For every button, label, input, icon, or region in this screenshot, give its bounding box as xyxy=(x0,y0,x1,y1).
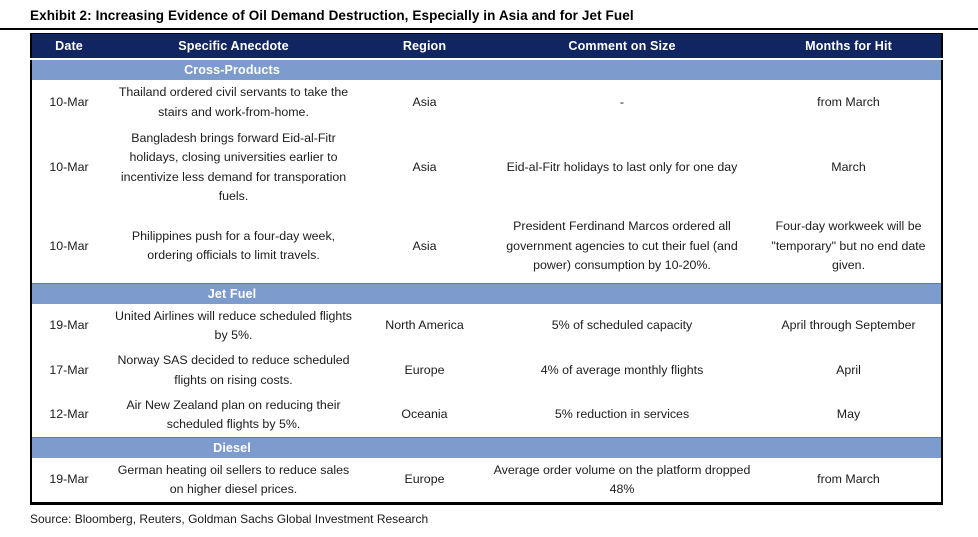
cell-months: from March xyxy=(756,80,942,125)
cell-anecdote: Thailand ordered civil servants to take the stairs and work-from-home. xyxy=(106,80,361,125)
cell-date: 12-Mar xyxy=(31,393,106,438)
cell-region: Asia xyxy=(361,210,488,283)
cell-region: Oceania xyxy=(361,393,488,438)
table-row xyxy=(31,125,942,210)
cell-months: March xyxy=(756,125,942,210)
cell-comment: 5% reduction in services xyxy=(488,393,756,438)
section-label: Cross-Products xyxy=(184,63,280,77)
cell-date: 10-Mar xyxy=(31,80,106,125)
cell-months: Four-day workweek will be "temporary" but no end date given. xyxy=(756,210,942,283)
cell-date: 19-Mar xyxy=(31,304,106,349)
cell-anecdote: Air New Zealand plan on reducing their scheduled flights by 5%. xyxy=(106,393,361,438)
cell-anecdote: Norway SAS decided to reduce scheduled flights on rising costs. xyxy=(106,349,361,393)
cell-months: from March xyxy=(756,458,942,503)
cell-anecdote: Philippines push for a four-day week, ordering officials to limit travels. xyxy=(106,210,361,283)
source-attribution: Source: Bloomberg, Reuters, Goldman Sachs Global Investment Research xyxy=(30,512,429,526)
cell-anecdote: Bangladesh brings forward Eid-al-Fitr holidays, closing universities earlier to incentivize less demand for transporation fuels. xyxy=(106,125,361,210)
section-band-diesel xyxy=(31,438,942,459)
table-row xyxy=(31,458,942,503)
exhibit-title: Exhibit 2: Increasing Evidence of Oil Demand Destruction, Especially in Asia and for Jet Fuel xyxy=(30,8,634,23)
cell-region: Europe xyxy=(361,349,488,393)
cell-months: May xyxy=(756,393,942,438)
cell-months: April xyxy=(756,349,942,393)
cell-comment: Average order volume on the platform dropped 48% xyxy=(488,458,756,503)
cell-region: Asia xyxy=(361,80,488,125)
cell-comment: 4% of average monthly flights xyxy=(488,349,756,393)
cell-anecdote: German heating oil sellers to reduce sales on higher diesel prices. xyxy=(106,458,361,503)
cell-comment: President Ferdinand Marcos ordered all government agencies to cut their fuel (and power) consumption by 10-20%. xyxy=(488,210,756,283)
column-header-anecdote: Specific Anecdote xyxy=(106,34,361,60)
table-row xyxy=(31,80,942,125)
title-underline xyxy=(0,28,978,30)
section-band-jet-fuel xyxy=(31,283,942,304)
header-row xyxy=(31,34,942,60)
table-row xyxy=(31,304,942,349)
column-header-comment: Comment on Size xyxy=(488,34,756,60)
section-label: Diesel xyxy=(213,441,251,455)
table-row xyxy=(31,393,942,438)
cell-comment: Eid-al-Fitr holidays to last only for one day xyxy=(488,125,756,210)
column-header-months: Months for Hit xyxy=(756,34,942,60)
cell-months: April through September xyxy=(756,304,942,349)
cell-date: 17-Mar xyxy=(31,349,106,393)
column-header-region: Region xyxy=(361,34,488,60)
cell-comment: - xyxy=(488,80,756,125)
cell-anecdote: United Airlines will reduce scheduled flights by 5%. xyxy=(106,304,361,349)
exhibit-table xyxy=(30,33,943,505)
cell-region: Europe xyxy=(361,458,488,503)
section-band-cross-products xyxy=(31,59,942,80)
cell-region: North America xyxy=(361,304,488,349)
table-row xyxy=(31,349,942,393)
cell-date: 19-Mar xyxy=(31,458,106,503)
table-body xyxy=(31,59,942,503)
cell-comment: 5% of scheduled capacity xyxy=(488,304,756,349)
cell-date: 10-Mar xyxy=(31,125,106,210)
cell-region: Asia xyxy=(361,125,488,210)
column-header-date: Date xyxy=(31,34,106,60)
table-row xyxy=(31,210,942,283)
cell-date: 10-Mar xyxy=(31,210,106,283)
section-label: Jet Fuel xyxy=(207,286,257,301)
table-header xyxy=(31,34,942,60)
exhibit-table-container xyxy=(30,33,942,505)
